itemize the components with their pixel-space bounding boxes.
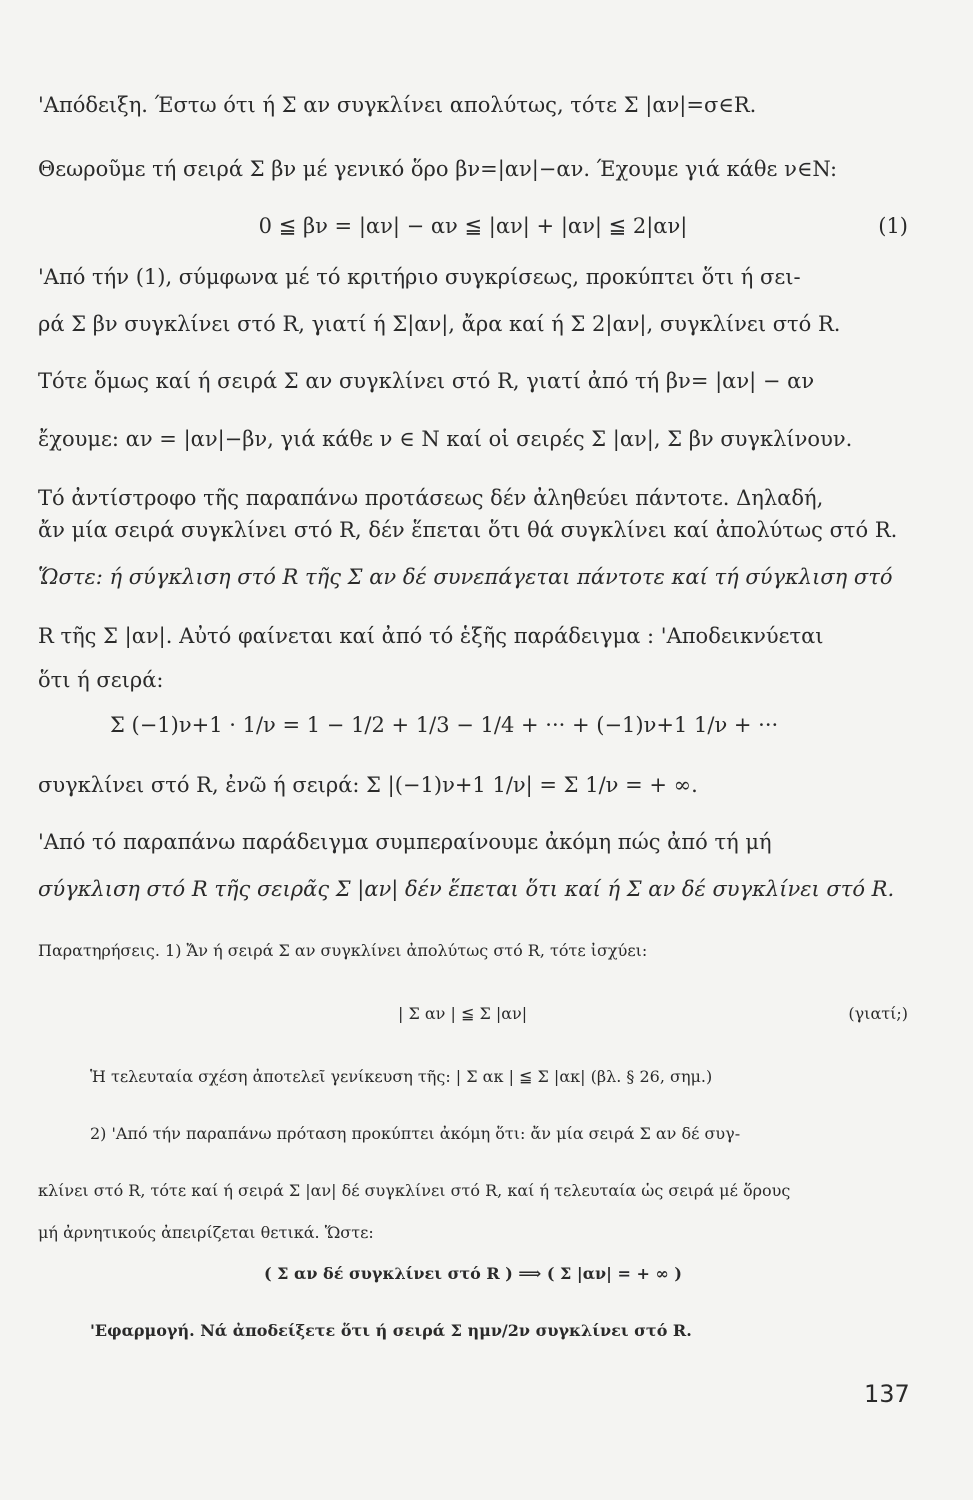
text-line-14: συγκλίνει στό R, ἐνῶ ή σειρά: Σ |(−1)ν+1 1/ν| = Σ 1/ν = + ∞. [38,773,698,797]
series-formula: Σ (−1)ν+1 · 1/ν = 1 − 1/2 + 1/3 − 1/4 + ··· + (−1)ν+1 1/ν + ··· [110,713,779,737]
text-line-5: ρά Σ βν συγκλίνει στό R, γιατί ή Σ|αν|, ἄρα καί ή Σ 2|αν|, συγκλίνει στό R. [38,312,841,336]
equation-1-body: 0 ≦ βν = |αν| − αν ≦ |αν| + |αν| ≦ 2|αν| [258,214,688,238]
text-line-2: Θεωροῦμε τή σειρά Σ βν μέ γενικό ὅρο βν=|αν|−αν. Έχουμε γιά κάθε ν∈N: [38,157,838,181]
text-line-8: Τό ἀντίστροφο τῆς παραπάνω προτάσεως δέν ἀληθεύει πάντοτε. Δηλαδή, [38,486,824,510]
text-line-10: Ὥστε: ή σύγκλιση στό R τῆς Σ αν δέ συνεπάγεται πάντοτε καί τή σύγκλιση στό [38,565,893,589]
remarks-line-6: μή ἀρνητικούς ἀπειρίζεται θετικά. Ὥστε: [38,1223,374,1242]
equation-number: (1) [878,214,908,238]
text-line-9: ἄν μία σειρά συγκλίνει στό R, δέν ἕπεται ὅτι θά συγκλίνει καί ἀπολύτως στό R. [38,518,898,542]
remarks-line-5: κλίνει στό R, τότε καί ή σειρά Σ |αν| δέ συγκλίνει στό R, καί ή τελευταία ὡς σειρά μέ ὅρους [38,1181,791,1200]
text-line-6: Τότε ὅμως καί ή σειρά Σ αν συγκλίνει στό R, γιατί ἀπό τή βν= |αν| − αν [38,369,815,393]
equation-1 [38,213,908,239]
text-line-7: ἔχουμε: αν = |αν|−βν, γιά κάθε ν ∈ N καί οἱ σειρές Σ |αν|, Σ βν συγκλίνουν. [38,427,853,451]
text-line-4: 'Από τήν (1), σύμφωνα μέ τό κριτήριο συγκρίσεως, προκύπτει ὅτι ή σει- [38,265,801,289]
text-line-15: 'Από τό παραπάνω παράδειγμα συμπεραίνουμε ἀκόμη πώς ἀπό τή μή [38,830,772,854]
application-line: 'Εφαρμογή. Νά ἀποδείξετε ὅτι ή σειρά Σ ημν/2ν συγκλίνει στό R. [90,1321,692,1340]
page-number: 137 [864,1380,910,1408]
remarks-line-1: Παρατηρήσεις. 1) Ἄν ή σειρά Σ αν συγκλίνει ἀπολύτως στό R, τότε ἰσχύει: [38,941,648,960]
inequality-body: | Σ αν | ≦ Σ |αν| [398,1004,528,1023]
remarks-line-3: Ἡ τελευταία σχέση ἀποτελεῖ γενίκευση τῆς: | Σ ακ | ≦ Σ |ακ| (βλ. § 26, σημ.) [90,1067,713,1086]
text-line-12: ὅτι ή σειρά: [38,668,164,692]
why-label: (γιατί;) [848,1004,908,1023]
text-line-16: σύγκλιση στό R τῆς σειρᾶς Σ |αν| δέν ἕπεται ὅτι καί ή Σ αν δέ συγκλίνει στό R. [38,877,895,901]
implication-formula: ( Σ αν δέ συγκλίνει στό R ) ⟹ ( Σ |αν| = + ∞ ) [264,1264,682,1283]
proof-line-1: 'Απόδειξη. Έστω ότι ή Σ αν συγκλίνει απολύτως, τότε Σ |αν|=σ∈R. [38,93,757,117]
text-line-11: R τῆς Σ |αν|. Αὐτό φαίνεται καί ἀπό τό ἑξῆς παράδειγμα : 'Αποδεικνύεται [38,624,824,648]
remarks-line-4: 2) 'Από τήν παραπάνω πρόταση προκύπτει ἀκόμη ὅτι: ἄν μία σειρά Σ αν δέ συγ- [90,1124,741,1143]
